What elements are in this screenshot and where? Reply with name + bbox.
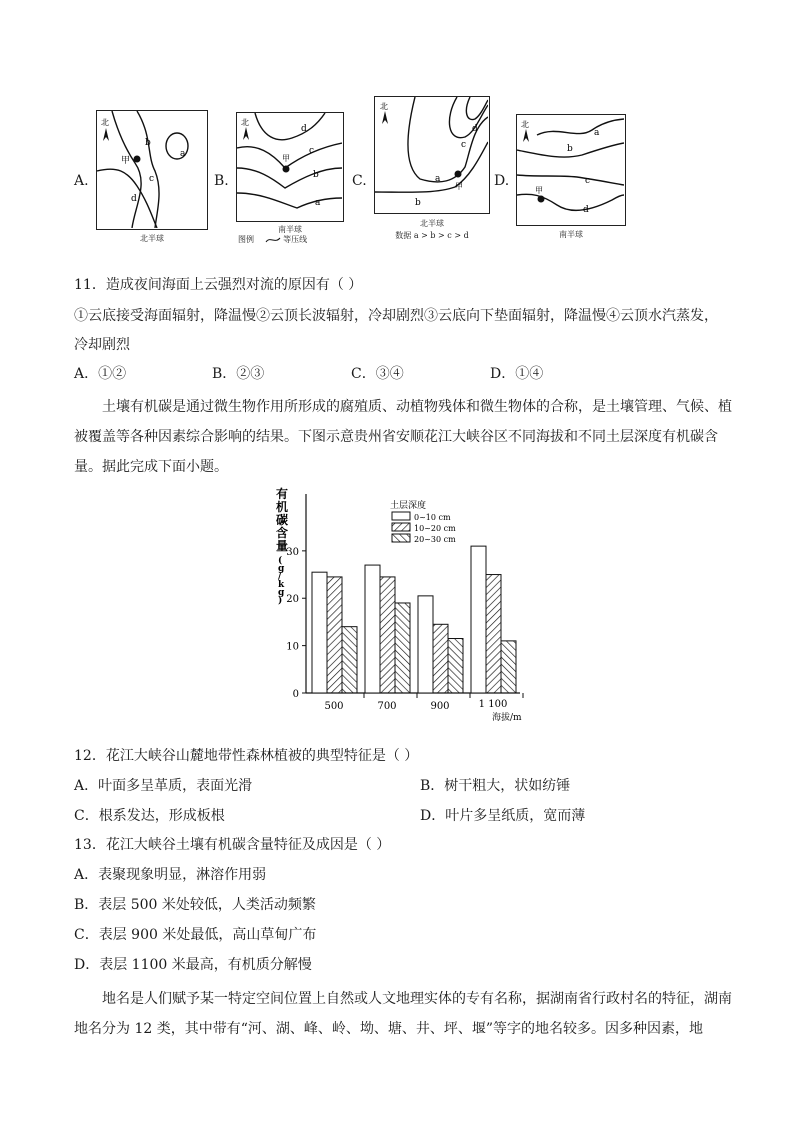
svg-text:b: b (145, 138, 151, 148)
option-b-label: B. (214, 173, 229, 189)
bar-1100-series-2 (501, 641, 516, 693)
isoline-map-c (375, 97, 488, 212)
y-tick-label: 0 (292, 689, 299, 700)
legend (392, 512, 456, 544)
q12-option-d[interactable]: D．叶片多呈纸质，宽而薄 (420, 808, 586, 824)
svg-text:d: d (583, 205, 589, 215)
map-panel-d (516, 114, 626, 226)
north-label: 北 (101, 118, 109, 127)
x-tick-label: 500 (324, 701, 344, 712)
bar-700-series-0 (365, 565, 380, 693)
q13-option-d[interactable]: D．表层 1100 米最高，有机质分解慢 (74, 957, 312, 973)
svg-text:b: b (567, 144, 573, 154)
isoline-map-b (237, 113, 342, 220)
svg-text:c: c (585, 176, 591, 186)
bar-500-series-0 (312, 572, 327, 693)
svg-text:c: c (309, 146, 315, 156)
x-tick-label: 900 (430, 701, 450, 712)
map-panel-b (236, 112, 344, 222)
svg-text:d: d (301, 124, 307, 134)
map-d-caption: 南半球 (559, 230, 583, 239)
q12-option-a[interactable]: A．叶面多呈革质，表面光滑 (74, 778, 253, 794)
bar-900-series-0 (418, 596, 433, 693)
q12-stem: 12．花江大峡谷山麓地带性森林植被的典型特征是（ ） (74, 748, 419, 764)
legend-swatch-10-20 (392, 523, 410, 531)
x-tick-label: 1 100 (478, 699, 508, 710)
map-c-note: 数据 a > b > c > d (395, 231, 469, 240)
q11-option-b[interactable]: B．②③ (212, 366, 265, 382)
svg-text:a: a (315, 198, 321, 208)
passage-soil-carbon: 土壤有机碳是通过微生物作用所形成的腐殖质、动植物残体和微生物体的合称，是土壤管理、气候、植被覆盖等各种因素综合影响的结果。下图示意贵州省安顺花江大峡谷区不同海拔和不同土层深度有机碳含量。据此完成下面小题。 (74, 399, 732, 475)
q11-statements-1: ①云底接受海面辐射，降温慢②云顶长波辐射，冷却剧烈③云底向下垫面辐射，降温慢④云顶水汽蒸发， (74, 308, 718, 324)
legend-title: 土层深度 (390, 501, 427, 511)
bar-1100-series-1 (486, 575, 501, 693)
y-tick-label: 10 (286, 641, 299, 653)
y-tick-label: 30 (286, 546, 299, 558)
north-arrow-icon (243, 127, 249, 140)
q12-option-c[interactable]: C．根系发达，形成板根 (74, 808, 225, 824)
map-panel-c (374, 96, 490, 214)
legend-swatch-20-30 (392, 534, 410, 542)
passage-hunan-placenames: 地名是人们赋予某一特定空间位置上自然或人文地理实体的专有名称，据湖南省行政村名的特征，湖南地名分为 12 类，其中带有“河、湖、峰、岭、坳、塘、井、坪、堰”等字的地名较多。因多种因素，地 (74, 991, 732, 1037)
soil-carbon-chart (264, 484, 544, 724)
svg-text:甲: 甲 (535, 186, 543, 195)
north-arrow-icon (523, 129, 529, 142)
svg-text:d: d (131, 194, 137, 204)
isobar-legend-icon (265, 236, 281, 244)
north-arrow-icon (382, 111, 388, 124)
svg-text:甲: 甲 (121, 156, 131, 166)
q11-option-c[interactable]: C．③④ (351, 366, 404, 382)
legend-label-20-30: 20~30 cm (414, 535, 456, 544)
legend-label-10-20: 10~20 cm (414, 524, 456, 533)
north-arrow-icon (103, 128, 109, 141)
bar-500-series-1 (327, 577, 342, 693)
legend-label-0-10: 0~10 cm (414, 513, 451, 522)
q11-statements-2: 冷却剧烈 (74, 337, 130, 353)
x-axis-label: 海拔/m (492, 713, 522, 723)
svg-text:b: b (313, 170, 319, 180)
q12-option-b[interactable]: B．树干粗大，状如纺锤 (420, 778, 571, 794)
option-d-label: D. (494, 173, 510, 189)
option-a-label: A. (74, 173, 89, 189)
bar-500-series-2 (342, 627, 357, 693)
svg-text:甲: 甲 (282, 154, 290, 163)
map-panel-a (96, 110, 208, 230)
isoline-map-d (517, 115, 624, 224)
y-axis-label: 有机碳含量( g / k g ) (276, 487, 289, 606)
svg-text:a: a (594, 128, 600, 138)
bar-900-series-2 (448, 639, 463, 693)
x-tick-label: 700 (377, 701, 397, 712)
svg-text:甲: 甲 (455, 182, 463, 191)
q13-option-a[interactable]: A．表聚现象明显，淋溶作用弱 (74, 867, 267, 883)
svg-text:北: 北 (241, 118, 249, 127)
y-tick-label: 20 (286, 594, 299, 606)
svg-text:d: d (472, 124, 478, 134)
bar-700-series-1 (380, 577, 395, 693)
q11-option-d[interactable]: D．①④ (490, 366, 544, 382)
svg-text:a: a (435, 174, 441, 184)
map-c-caption: 北半球 (420, 219, 444, 228)
map-b-legend: 图例 等压线 (238, 235, 308, 244)
isoline-map-a (97, 111, 206, 228)
svg-text:北: 北 (380, 102, 388, 111)
svg-text:b: b (415, 198, 421, 208)
q13-option-b[interactable]: B．表层 500 米处较低，人类活动频繁 (74, 897, 316, 913)
map-b-caption: 南半球 (278, 225, 302, 234)
map-a-caption: 北半球 (140, 234, 164, 243)
q13-stem: 13．花江大峡谷土壤有机碳含量特征及成因是（ ） (74, 837, 391, 853)
q13-option-c[interactable]: C．表层 900 米处最低，高山草甸广布 (74, 927, 317, 943)
svg-text:c: c (461, 140, 467, 150)
q11-stem: 11．造成夜间海面上云强烈对流的原因有（ ） (74, 277, 363, 293)
svg-text:c: c (149, 174, 155, 184)
option-c-label: C. (352, 173, 367, 189)
bar-700-series-2 (395, 603, 410, 693)
svg-text:北: 北 (521, 120, 529, 129)
legend-swatch-0-10 (392, 512, 410, 520)
bar-900-series-1 (433, 624, 448, 693)
bar-1100-series-0 (471, 546, 486, 693)
q11-option-a[interactable]: A．①② (74, 366, 127, 382)
svg-text:a: a (180, 149, 186, 159)
